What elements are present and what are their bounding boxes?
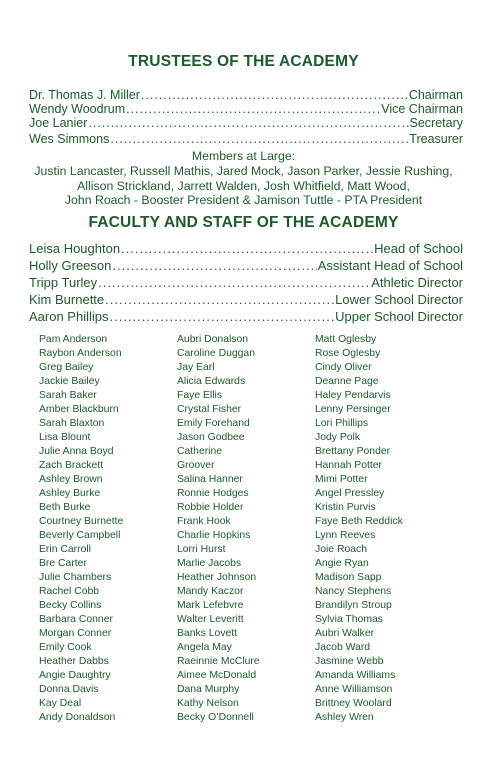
staff-name: Ashley Wren: [315, 712, 374, 723]
dot-leader: [110, 308, 335, 325]
staff-name: Madison Sapp: [315, 572, 382, 583]
dot-leader: [98, 274, 370, 291]
members-at-large-heading: Members at Large:: [191, 149, 296, 163]
staff-name: Julie Chambers: [39, 572, 112, 583]
staff-name: Brettany Ponder: [315, 446, 391, 457]
staff-name: Robbie Holder: [177, 502, 244, 513]
staff-name: Jasmine Webb: [315, 656, 384, 667]
staff-name: Faye Ellis: [177, 390, 223, 401]
staff-name: Beth Burke: [39, 502, 91, 513]
staff-name: Donna Davis: [39, 684, 99, 695]
staff-name: Ashley Burke: [39, 488, 101, 499]
staff-name: Charlie Hopkins: [177, 530, 251, 541]
staff-name: Emily Forehand: [177, 418, 250, 429]
staff-name: Amanda Williams: [315, 670, 396, 681]
staff-name: Mimi Potter: [315, 474, 368, 485]
staff-name: Morgan Conner: [39, 628, 112, 639]
members-line: John Roach - Booster President & Jamison Tuttle - PTA President: [64, 193, 423, 207]
staff-name: Greg Bailey: [39, 362, 94, 373]
staff-name: Sarah Blaxton: [39, 418, 105, 429]
staff-name: Angie Ryan: [315, 558, 369, 569]
staff-name: Aubri Walker: [315, 628, 375, 639]
staff-name: Aimee McDonald: [177, 670, 257, 681]
faculty-heading: FACULTY AND STAFF OF THE ACADEMY: [88, 214, 399, 231]
admin-row: [29, 240, 463, 257]
staff-name: Kristin Purvis: [315, 502, 376, 513]
staff-name: Marlie Jacobs: [177, 558, 242, 569]
staff-name: Jackie Bailey: [39, 376, 100, 387]
staff-name: Groover: [177, 460, 215, 471]
trustee-name: Dr. Thomas J. Miller: [29, 88, 140, 102]
staff-name: Ronnie Hodges: [177, 488, 249, 499]
staff-name: Raeinnie McClure: [177, 656, 260, 667]
trustee-row: [29, 131, 463, 147]
admin-row: [29, 257, 463, 274]
staff-name: Angel Pressley: [315, 488, 385, 499]
staff-name: Erin Carroll: [39, 544, 91, 555]
admin-name: Tripp Turley: [29, 275, 98, 290]
staff-name: Jody Polk: [315, 432, 361, 443]
admin-role: Assistant Head of School: [317, 258, 463, 273]
admin-name: Holly Greeson: [29, 258, 112, 273]
members-line: Justin Lancaster, Russell Mathis, Jared Mock, Jason Parker, Jessie Rushing,: [34, 164, 453, 178]
staff-name: Lorri Hurst: [177, 544, 226, 555]
admin-name: Leisa Houghton: [29, 241, 121, 256]
staff-name: Sylvia Thomas: [315, 614, 383, 625]
staff-name: Anne Williamson: [315, 684, 393, 695]
staff-name: Sarah Baker: [39, 390, 97, 401]
staff-name: Dana Murphy: [177, 684, 240, 695]
staff-name: Becky Collins: [39, 600, 102, 611]
dot-leader: [88, 115, 408, 131]
staff-name: Amber Blackburn: [39, 404, 119, 415]
staff-name: Heather Dabbs: [39, 656, 109, 667]
admin-row: [29, 308, 463, 325]
staff-name: Salina Hanner: [177, 474, 243, 485]
staff-name: Deanne Page: [315, 376, 379, 387]
admin-role: Lower School Director: [335, 292, 463, 307]
staff-name: Banks Lovett: [177, 628, 238, 639]
trustee-name: Joe Lanier: [29, 116, 88, 130]
staff-name: Julie Anna Boyd: [39, 446, 114, 457]
trustees-heading: TRUSTEES OF THE ACADEMY: [128, 53, 359, 70]
staff-name: Rose Oglesby: [315, 348, 381, 359]
staff-name: Haley Pendarvis: [315, 390, 391, 401]
staff-name: Becky O’Donnell: [177, 712, 254, 723]
staff-name: Brandilyn Stroup: [315, 600, 392, 611]
staff-name: Matt Oglesby: [315, 334, 377, 345]
staff-column-3: [315, 333, 455, 725]
staff-name: Lenny Persinger: [315, 404, 391, 415]
staff-name: Beverly Campbell: [39, 530, 121, 541]
staff-name: Joie Roach: [315, 544, 367, 555]
staff-name: Jacob Ward: [315, 642, 371, 653]
staff-name: Rachel Cobb: [39, 586, 100, 597]
dot-leader: [105, 291, 334, 308]
staff-name: Angie Daughtry: [39, 670, 111, 681]
staff-name: Nancy Stephens: [315, 586, 392, 597]
staff-name: Raybon Anderson: [39, 348, 122, 359]
staff-name: Heather Johnson: [177, 572, 257, 583]
staff-column-1: [39, 333, 179, 725]
trustee-role: Vice Chairman: [381, 102, 463, 116]
admin-role: Athletic Director: [371, 275, 463, 290]
staff-name: Andy Donaldson: [39, 712, 116, 723]
staff-name: Alicia Edwards: [177, 376, 246, 387]
trustee-role: Treasurer: [409, 132, 463, 146]
staff-name: Ashley Brown: [39, 474, 103, 485]
trustee-role: Secretary: [409, 116, 463, 130]
staff-name: Caroline Duggan: [177, 348, 255, 359]
staff-name: Mark Lefebvre: [177, 600, 244, 611]
trustee-name: Wes Simmons: [29, 132, 110, 146]
staff-column-2: [177, 333, 317, 725]
staff-name: Bre Carter: [39, 558, 87, 569]
staff-name: Angela May: [177, 642, 232, 653]
staff-name: Cindy Oliver: [315, 362, 372, 373]
admin-row: [29, 274, 463, 291]
trustee-role: Chairman: [408, 88, 463, 102]
trustee-row: [29, 115, 463, 131]
dot-leader: [112, 257, 316, 274]
staff-name: Courtney Burnette: [39, 516, 124, 527]
dot-leader: [121, 240, 373, 257]
dot-leader: [110, 131, 408, 147]
staff-name: Pam Anderson: [39, 334, 108, 345]
admin-row: [29, 291, 463, 308]
staff-name: Hannah Potter: [315, 460, 383, 471]
admin-name: Kim Burnette: [29, 292, 105, 307]
staff-name: Aubri Donalson: [177, 334, 249, 345]
staff-name: Barbara Conner: [39, 614, 113, 625]
staff-name: Kay Deal: [39, 698, 82, 709]
admin-name: Aaron Phillips: [29, 309, 109, 324]
staff-name: Jay Earl: [177, 362, 215, 373]
members-line: Allison Strickland, Jarrett Walden, Josh Whitfield, Matt Wood,: [77, 179, 410, 193]
staff-name: Crystal Fisher: [177, 404, 242, 415]
staff-name: Emily Cook: [39, 642, 92, 653]
admin-role: Upper School Director: [335, 309, 463, 324]
staff-name: Faye Beth Reddick: [315, 516, 403, 527]
staff-name: Catherine: [177, 446, 223, 457]
staff-name: Zach Brackett: [39, 460, 104, 471]
staff-name: Kathy Nelson: [177, 698, 239, 709]
admin-role: Head of School: [374, 241, 463, 256]
staff-name: Lisa Blount: [39, 432, 91, 443]
staff-name: Frank Hook: [177, 516, 231, 527]
staff-name: Walter Leveritt: [177, 614, 244, 625]
staff-name: Lori Phillips: [315, 418, 369, 429]
staff-name: Lynn Reeves: [315, 530, 376, 541]
trustee-name: Wendy Woodrum: [29, 102, 126, 116]
staff-name: Brittney Woolard: [315, 698, 392, 709]
staff-name: Mandy Kaczor: [177, 586, 244, 597]
staff-name: Jason Godbee: [177, 432, 245, 443]
